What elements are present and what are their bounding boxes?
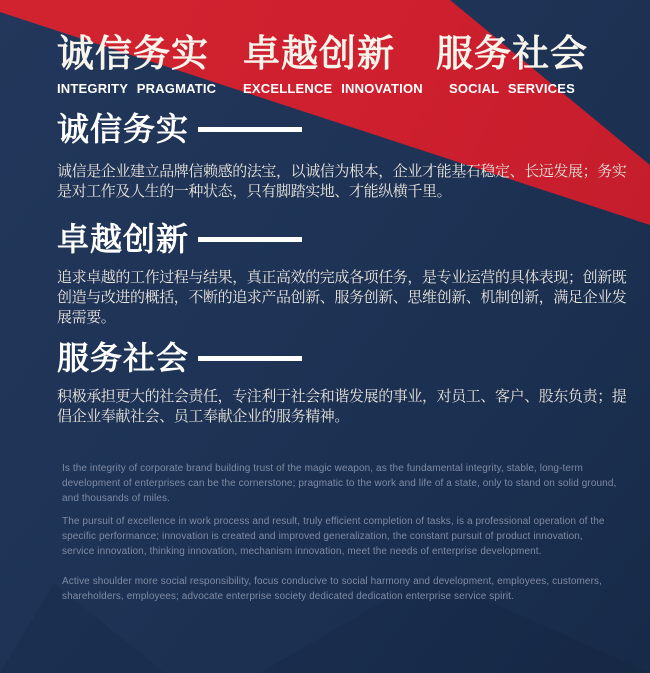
header-subtitle-en: INTEGRITY PRAGMATIC xyxy=(57,81,217,96)
body-line: 是对工作及人生的一种状态，只有脚踏实地、才能纵横千里。 xyxy=(57,183,452,200)
header-subtitle-en: SOCIAL SERVICES xyxy=(449,81,575,96)
english-paragraph-excellence xyxy=(62,514,637,559)
title-dash xyxy=(198,127,302,132)
section-service xyxy=(57,341,626,427)
body-line: 创造与改进的概括，不断的追求产品创新、服务创新、思维创新、机制创新，满足企业发 xyxy=(57,289,627,306)
english-line: specific performance; innovation is created and improved generalization, the constant pursuit of product innovation, xyxy=(62,531,583,542)
section-title-text: 服务社会 xyxy=(57,340,190,376)
section-title xyxy=(57,341,626,375)
english-line: development of enterprises can be the cornerstone; pragmatic to the work and life of a state, only to stand on solid ground, xyxy=(62,478,617,489)
body-line: 追求卓越的工作过程与结果，真正高效的完成各项任务，是专业运营的具体表现；创新既 xyxy=(57,269,627,286)
section-title-text: 卓越创新 xyxy=(57,221,190,257)
section-title xyxy=(57,222,626,256)
body-line: 展需要。 xyxy=(57,309,116,326)
english-line: and thousands of miles. xyxy=(62,493,170,504)
header-item-excellence xyxy=(243,33,423,96)
english-line: The pursuit of excellence in work process and result, truly efficient completion of tasks, is a professional operation of the xyxy=(62,516,605,527)
header-title-cn: 诚信务实 xyxy=(57,33,209,74)
title-dash xyxy=(198,237,302,242)
english-line: Active shoulder more social responsibility, focus conducive to social harmony and development, employees, customers, xyxy=(62,576,603,587)
english-line: shareholders, employees; advocate enterprise society dedicated dedication enterprise service spirit. xyxy=(62,591,514,602)
section-body xyxy=(57,268,626,328)
body-line: 诚信是企业建立品牌信赖感的法宝，以诚信为根本，企业才能基石稳定、长远发展；务实 xyxy=(57,163,627,180)
english-line: service innovation, thinking innovation, mechanism innovation, meet the needs of enterprise development. xyxy=(62,546,542,557)
section-body xyxy=(57,387,626,427)
body-line: 积极承担更大的社会责任，专注利于社会和谐发展的事业，对员工、客户、股东负责；提 xyxy=(57,388,627,405)
body-line: 倡企业奉献社会、员工奉献企业的服务精神。 xyxy=(57,408,350,425)
header-subtitle-en: EXCELLENCE INNOVATION xyxy=(243,81,423,96)
header-title-cn: 服务社会 xyxy=(436,33,588,74)
section-integrity xyxy=(57,112,626,202)
header-title-cn: 卓越创新 xyxy=(243,33,395,74)
english-line: Is the integrity of corporate brand building trust of the magic weapon, as the fundamental integrity, stable, long-term xyxy=(62,463,583,474)
section-title-text: 诚信务实 xyxy=(57,111,190,147)
header-item-service xyxy=(432,33,592,96)
title-dash xyxy=(198,356,302,361)
header-item-integrity xyxy=(57,33,217,96)
section-body xyxy=(57,162,626,202)
section-title xyxy=(57,112,626,146)
section-excellence xyxy=(57,222,626,328)
english-paragraph-service xyxy=(62,574,637,604)
english-paragraph-integrity xyxy=(62,461,637,506)
